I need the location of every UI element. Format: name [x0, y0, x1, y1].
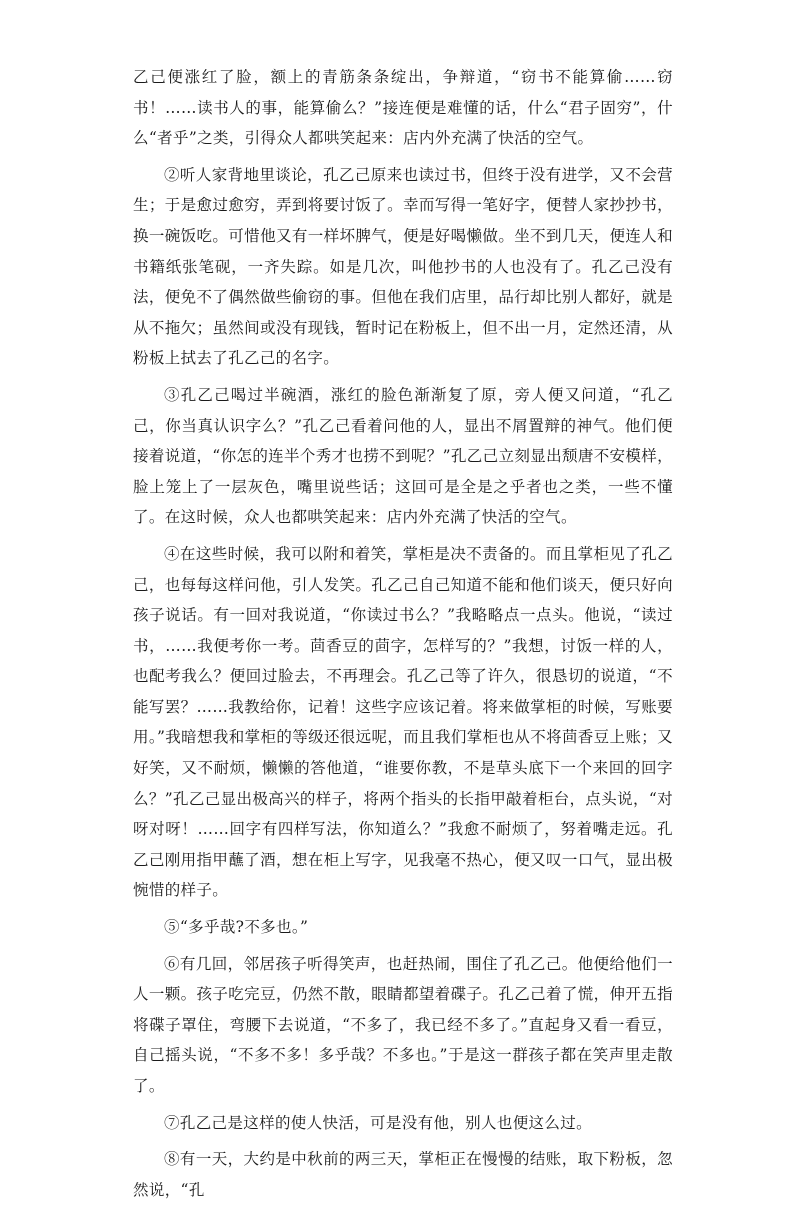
paragraph-5: ⑤“多乎哉?不多也。” — [164, 918, 309, 937]
paragraph-4: ④在这些时候，我可以附和着笑，掌柜是决不责备的。而且掌柜见了孔乙己，也每每这样问他，引人发笑。孔乙己自己知道不能和他们谈天，便只好向孩子说话。有一回对我说道，“你读过书么？”我略略点一点头。他说，“读过书，……我便考你一考。茴香豆的茴字，怎样写的？”我想，讨饭一样的人，也配考我么？便回过脸去，不再理会。孔乙己等了许久，很恳切的说道，“不能写罢？……我教给你，记着！这些字应该记着。将来做掌柜的时候，写账要用。”我暗想我和掌柜的等级还很远呢，而且我们掌柜也从不将茴香豆上账；又好笑，又不耐烦，懒懒的答他道，“谁要你教，不是草头底下一个来回的回字么？”孔乙己显出极高兴的样子，将两个指头的长指甲敲着柜台，点头说，“对呀对呀！……回字有四样写法，你知道么？”我愈不耐烦了，努着嘴走远。孔乙己刚用指甲蘸了酒，想在柜上写字，见我毫不热心，便又叹一口气，显出极惋惜的样子。 — [133, 544, 673, 900]
paragraph-6: ⑥有几回，邻居孩子听得笑声，也赶热闹，围住了孔乙己。他便给他们一人一颗。孩子吃完豆，仍然不散，眼睛都望着碟子。孔乙己着了慌，伸开五指将碟子罩住，弯腰下去说道，“不多了，我已经不多了。”直起身又看一看豆，自己摇头说，“不多不多！多乎哉？不多也。”于是这一群孩子都在笑声里走散了。 — [133, 954, 673, 1095]
paragraph-2: ②听人家背地里谈论，孔乙己原来也读过书，但终于没有进学，又不会营生；于是愈过愈穷，弄到将要讨饭了。幸而写得一笔好字，便替人家抄抄书，换一碗饭吃。可惜他又有一样坏脾气，便是好喝懒做。坐不到几天，便连人和书籍纸张笔砚，一齐失踪。如是几次，叫他抄书的人也没有了。孔乙己没有法，便免不了偶然做些偷窃的事。但他在我们店里，品行却比别人都好，就是从不拖欠；虽然间或没有现钱，暂时记在粉板上，但不出一月，定然还清，从粉板上拭去了孔乙己的名字。 — [133, 165, 673, 368]
paragraph-8: ⑧有一天，大约是中秋前的两三天，掌柜正在慢慢的结账，取下粉板，忽然说，“孔 — [133, 1150, 673, 1199]
paragraph-continuation: 乙己便涨红了脸，额上的青筋条条绽出，争辩道，“窃书不能算偷……窃书！……读书人的事，能算偷么？”接连便是难懂的话，什么“君子固穷”，什么“者乎”之类，引得众人都哄笑起来：店内外充满了快活的空气。 — [133, 68, 673, 148]
paragraph-7: ⑦孔乙己是这样的使人快活，可是没有他，别人也便这么过。 — [164, 1113, 592, 1132]
paragraph-3: ③孔乙己喝过半碗酒，涨红的脸色渐渐复了原，旁人便又问道，“孔乙己，你当真认识字么？”孔乙己看着问他的人，显出不屑置辩的神气。他们便接着说道，“你怎的连半个秀才也捞不到呢？”孔乙己立刻显出颓唐不安模样，脸上笼上了一层灰色，嘴里说些话；这回可是全是之乎者也之类，一些不懂了。在这时候，众人也都哄笑起来：店内外充满了快活的空气。 — [133, 385, 673, 527]
body-text — [133, 62, 673, 1205]
